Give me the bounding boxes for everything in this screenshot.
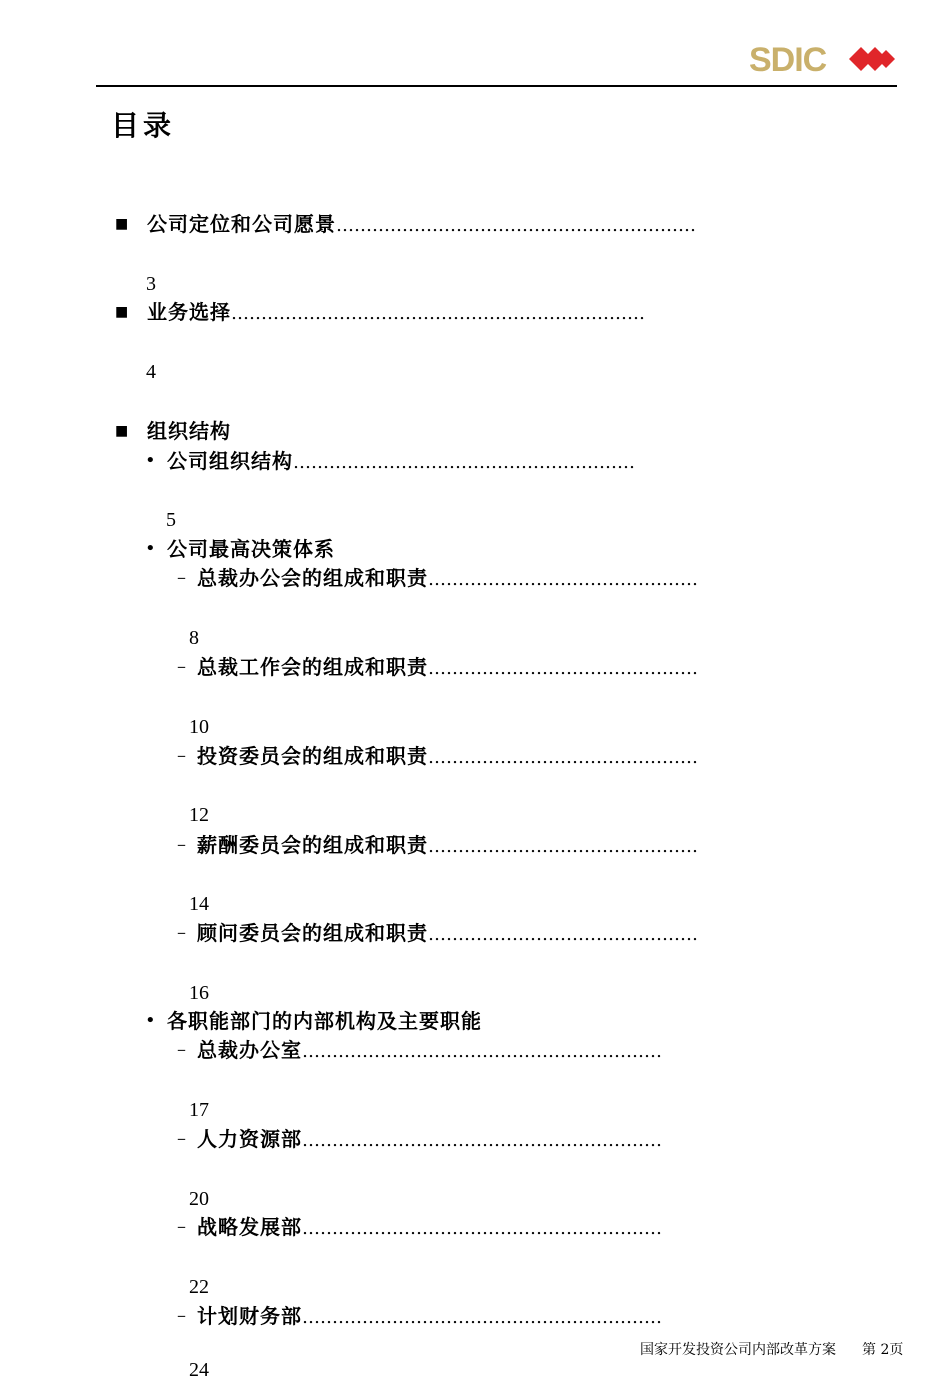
toc-entry-strategic-development[interactable] <box>197 1215 662 1241</box>
dash-marker-icon: – <box>177 1039 186 1060</box>
leader-dots: ………………………………………………… <box>293 452 635 473</box>
toc-label: 公司定位和公司愿景 <box>147 212 336 236</box>
dot-bullet-icon: • <box>145 538 156 559</box>
toc-label: 公司组织结构 <box>167 449 293 473</box>
toc-label: 薪酬委员会的组成和职责 <box>197 833 428 857</box>
toc-label: 各职能部门的内部机构及主要职能 <box>167 1009 482 1033</box>
toc-entry-business-selection[interactable] <box>147 300 645 326</box>
square-bullet-icon: ■ <box>115 216 129 232</box>
toc-page-number: 14 <box>189 893 209 915</box>
dot-bullet-icon: • <box>145 450 156 471</box>
toc-label: 人力资源部 <box>197 1127 302 1151</box>
toc-entry-org-structure[interactable] <box>147 419 231 443</box>
logo-diamonds-icon <box>849 47 895 71</box>
toc-page-number: 24 <box>189 1359 209 1381</box>
toc-page-number: 12 <box>189 804 209 826</box>
toc-entry-investment-committee[interactable] <box>197 744 698 770</box>
dash-marker-icon: – <box>177 834 186 855</box>
page-footer <box>640 1339 903 1359</box>
footer-doc-title: 国家开发投资公司内部改革方案 <box>640 1342 836 1358</box>
dash-marker-icon: – <box>177 567 186 588</box>
toc-entry-planning-finance[interactable] <box>197 1304 662 1330</box>
toc-label: 顾问委员会的组成和职责 <box>197 921 428 945</box>
leader-dots: ……………………………………… <box>428 747 698 768</box>
dash-marker-icon: – <box>177 1128 186 1149</box>
toc-page-number: 4 <box>146 361 156 383</box>
toc-entry-president-work-meeting[interactable] <box>197 655 698 681</box>
toc-entry-top-decision[interactable] <box>167 537 335 561</box>
dash-marker-icon: – <box>177 1305 186 1326</box>
leader-dots: ……………………………………… <box>428 924 698 945</box>
toc-page-number: 22 <box>189 1276 209 1298</box>
toc-page-number: 5 <box>166 509 176 531</box>
toc-entry-compensation-committee[interactable] <box>197 833 698 859</box>
dot-bullet-icon: • <box>145 1010 156 1031</box>
leader-dots: …………………………………………………… <box>336 215 696 236</box>
footer-page-label: 第 2页 <box>862 1342 904 1358</box>
toc-page-number: 8 <box>189 627 199 649</box>
toc-label: 总裁工作会的组成和职责 <box>197 655 428 679</box>
toc-page-number: 16 <box>189 982 209 1004</box>
square-bullet-icon: ■ <box>115 304 129 320</box>
toc-entry-presidents-office[interactable] <box>197 1038 662 1064</box>
toc-entry-company-org[interactable] <box>167 449 635 475</box>
leader-dots: ……………………………………… <box>428 569 698 590</box>
toc-label: 公司最高决策体系 <box>167 537 335 561</box>
dash-marker-icon: – <box>177 656 186 677</box>
toc-entry-advisory-committee[interactable] <box>197 921 698 947</box>
leader-dots: …………………………………………………… <box>302 1307 662 1328</box>
logo-text: SDIC <box>749 41 827 77</box>
toc-label: 组织结构 <box>147 419 231 443</box>
leader-dots: …………………………………………………… <box>302 1218 662 1239</box>
toc-label: 战略发展部 <box>197 1215 302 1239</box>
leader-dots: …………………………………………………………… <box>231 303 645 324</box>
leader-dots: …………………………………………………… <box>302 1130 662 1151</box>
square-bullet-icon: ■ <box>115 423 129 439</box>
page-title: 目录 <box>111 109 176 142</box>
toc-label: 总裁办公室 <box>197 1038 302 1062</box>
dash-marker-icon: – <box>177 1216 186 1237</box>
toc-page-number: 17 <box>189 1099 209 1121</box>
dash-marker-icon: – <box>177 745 186 766</box>
toc-label: 投资委员会的组成和职责 <box>197 744 428 768</box>
toc-page-number: 20 <box>189 1188 209 1210</box>
header-rule <box>96 85 897 87</box>
dash-marker-icon: – <box>177 922 186 943</box>
toc-entry-president-office-meeting[interactable] <box>197 566 698 592</box>
toc-label: 业务选择 <box>147 300 231 324</box>
leader-dots: …………………………………………………… <box>302 1041 662 1062</box>
toc-entry-human-resources[interactable] <box>197 1127 662 1153</box>
leader-dots: ……………………………………… <box>428 658 698 679</box>
toc-entry-functional-departments[interactable] <box>167 1009 482 1033</box>
toc-entry-positioning-vision[interactable] <box>147 212 696 238</box>
toc-page-number: 10 <box>189 716 209 738</box>
toc-page-number: 3 <box>146 273 156 295</box>
toc-label: 总裁办公会的组成和职责 <box>197 566 428 590</box>
sdic-logo <box>749 41 899 77</box>
leader-dots: ……………………………………… <box>428 836 698 857</box>
toc-label: 计划财务部 <box>197 1304 302 1328</box>
